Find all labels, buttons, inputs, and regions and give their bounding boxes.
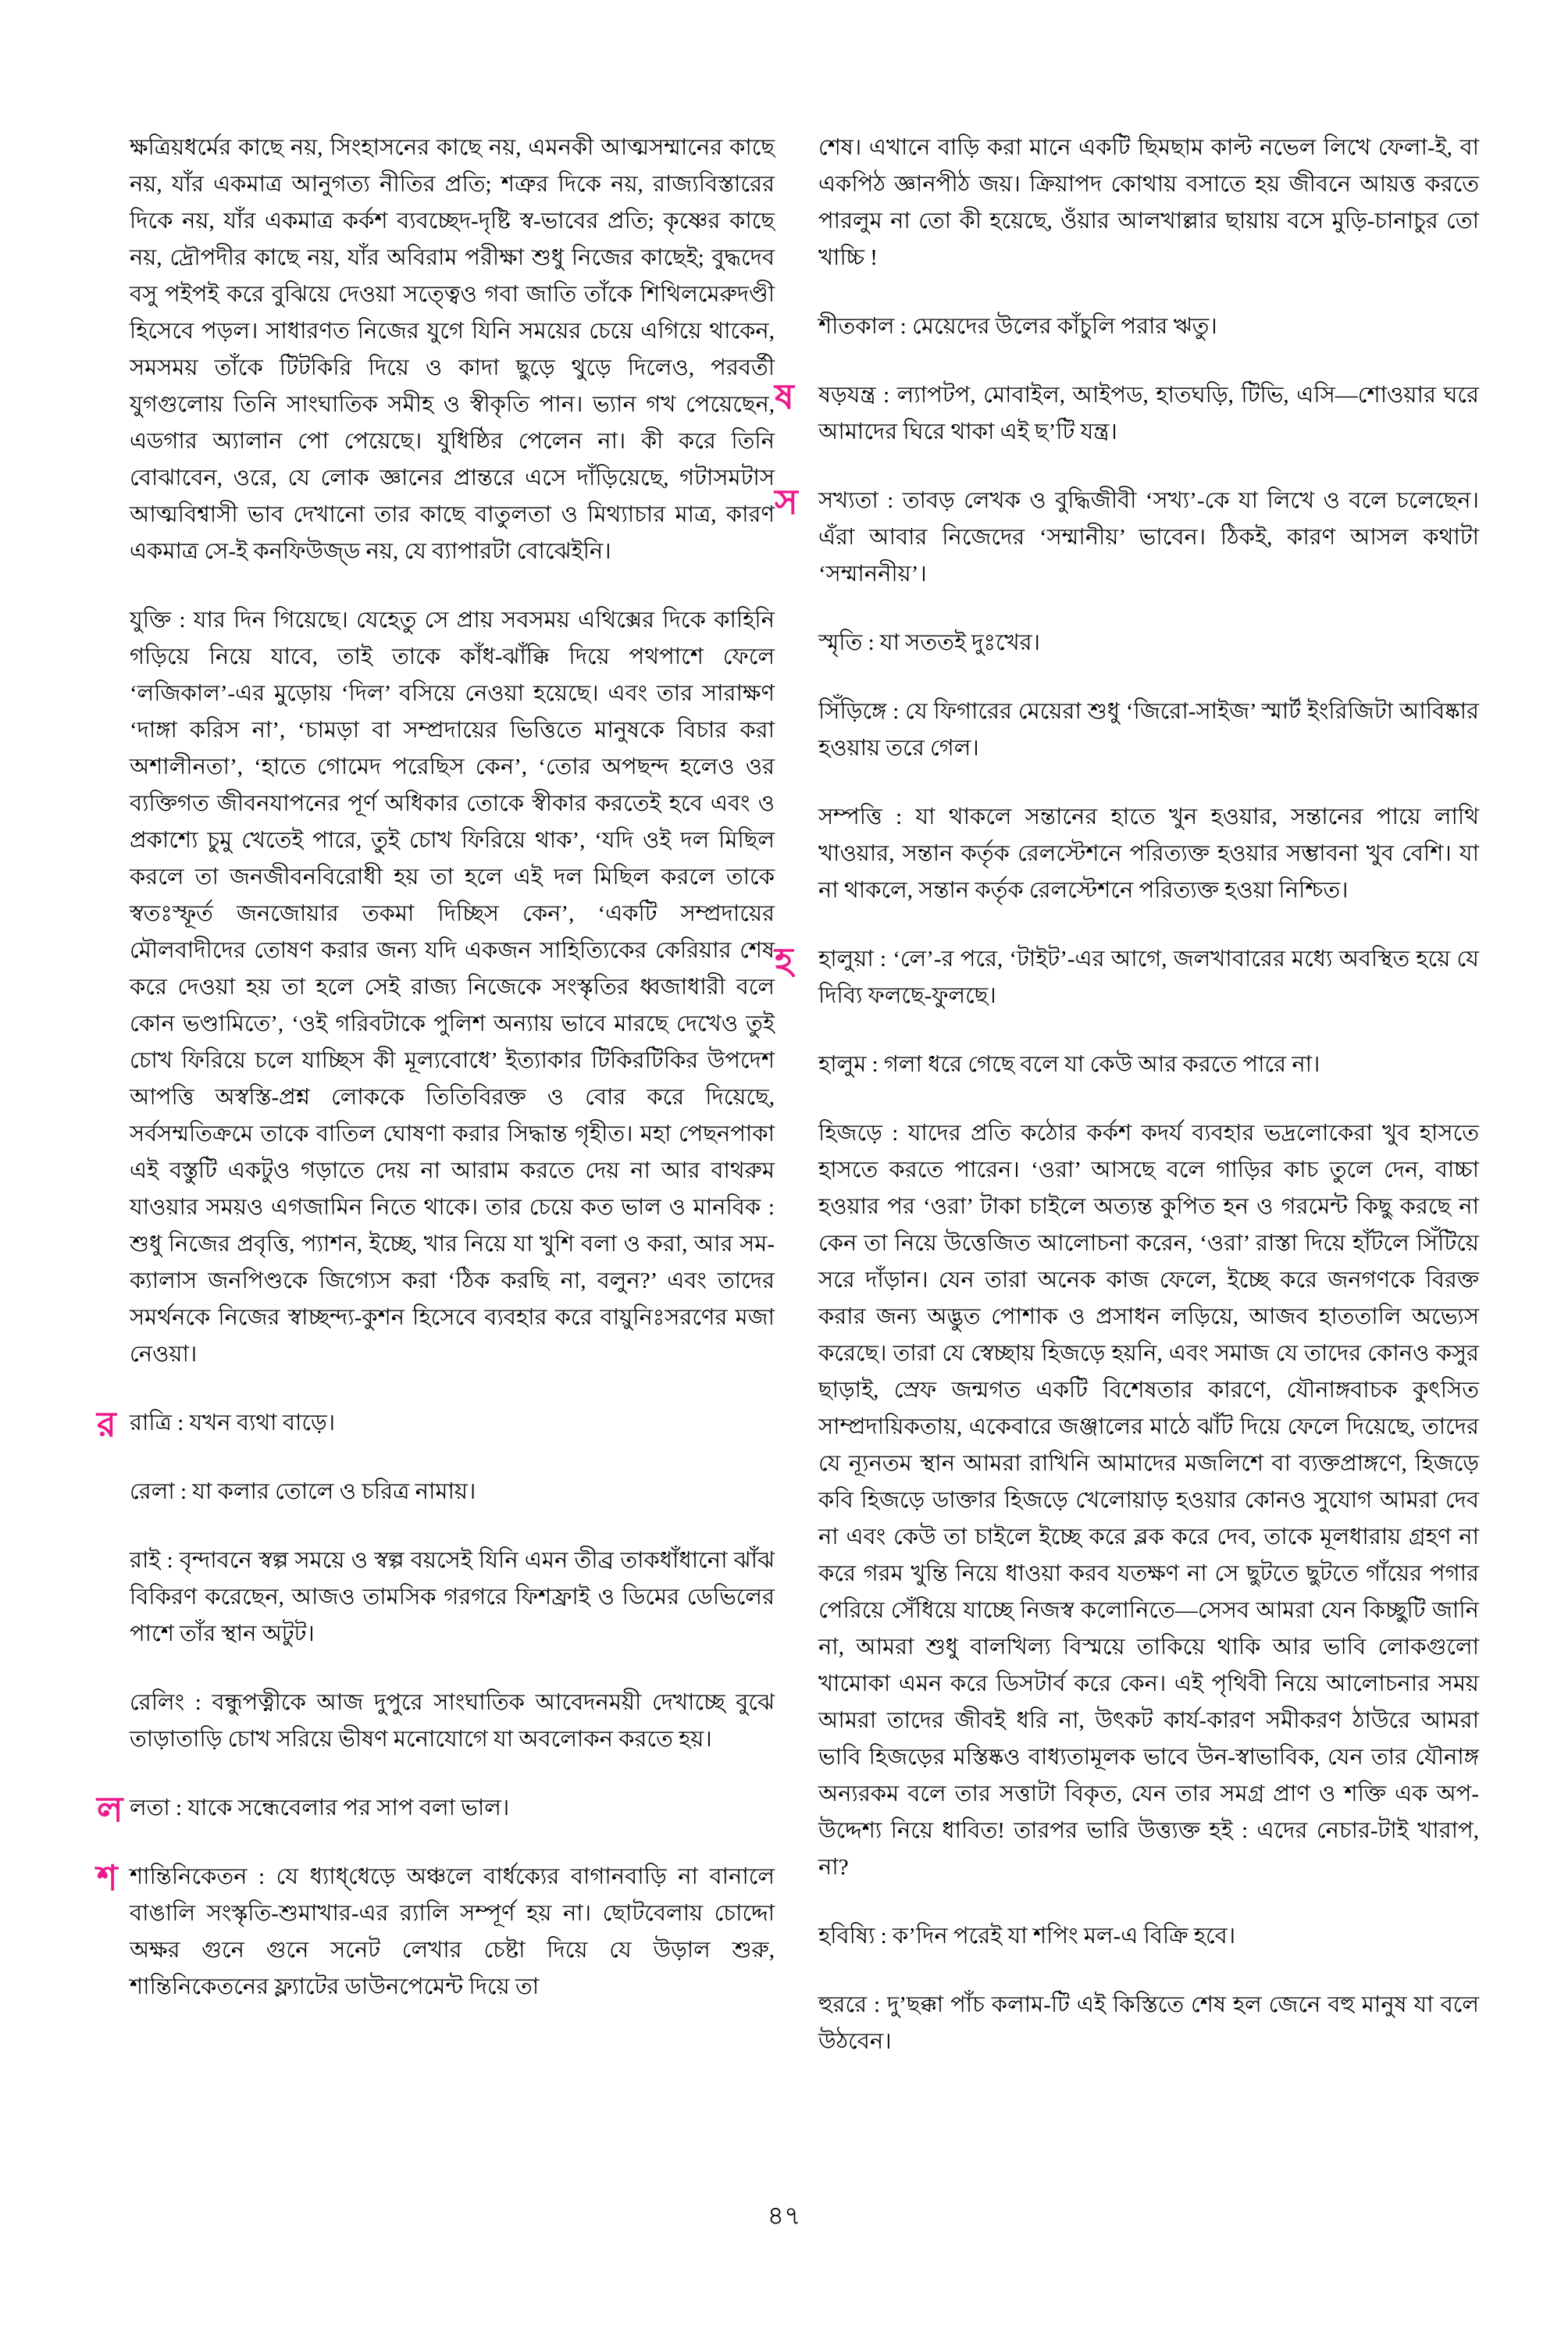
paragraph-text: হালুয়া : ‘লে’-র পরে, ‘টাইট’-এর আগে, জলখাবারের মধ্যে অবস্থিত হয়ে যে দিব্যি ফলছে-ফুলছে।: [818, 947, 1479, 1008]
glossary-paragraph: [97, 1790, 775, 1829]
glossary-paragraph: [818, 1918, 1479, 1955]
paragraph-text: সিঁড়িঙ্গে : যে ফিগারের মেয়েরা শুধু ‘জিরো-সাইজ’ স্মার্ট ইংরিজিটা আবিষ্কার হওয়ায় তরে গেল।: [818, 699, 1479, 761]
section-letter-marker: ষ: [775, 377, 794, 416]
glossary-paragraph: [130, 1542, 775, 1653]
section-letter-marker: স: [775, 483, 798, 522]
glossary-paragraph: [97, 1859, 775, 2006]
glossary-paragraph: [775, 483, 1479, 593]
paragraph-text: হালুম : গলা ধরে গেছে বলে যা কেউ আর করতে পারে না।: [818, 1052, 1320, 1077]
paragraph-text: ক্ষত্রিয়ধর্মের কাছে নয়, সিংহাসনের কাছে নয়, এমনকী আত্মসম্মানের কাছে নয়, যাঁর একমাত্র আনুগত্য নীতির প্রতি; শত্রুর দিকে নয়, রাজ্যবিস্তারের দিকে নয়, যাঁর একমাত্র কর্কশ ব্যবচ্ছেদ-দৃষ্টি স্ব-ভাবের প্রতি; কৃষ্ণের কাছে নয়, দ্রৌপদীর কাছে নয়, যাঁর অবিরাম পরীক্ষা শুধু নিজের কাছেই; বুদ্ধদেব বসু পইপই করে বুঝিয়ে দেওয়া সত্ত্বেও গবা জাতি তাঁকে শিথিলমেরুদণ্ডী হিসেবে পড়ল। সাধারণত নিজের যুগে যিনি সময়ের চেয়ে এগিয়ে থাকেন, সমসময় তাঁকে টিটকিরি দিয়ে ও কাদা ছুড়ে থুড়ে দিলেও, পরবর্তী যুগগুলোয় তিনি সাংঘাতিক সমীহ ও স্বীকৃতি পান। ভ্যান গখ পেয়েছেন, এডগার অ্যালান পো পেয়েছে। যুধিষ্ঠির পেলেন না। কী করে তিনি বোঝাবেন, ওরে, যে লোক জ্ঞানের প্রান্তরে এসে দাঁড়িয়েছে, গটাসমটাস আত্মবিশ্বাসী ভাব দেখানো তার কাছে বাতুলতা ও মিথ্যাচার মাত্র, কারণ একমাত্র সে-ই কনফিউজ্‌ড নয়, যে ব্যাপারটা বোঝেইনি।: [130, 135, 775, 564]
glossary-paragraph: [818, 694, 1479, 767]
section-letter-marker: হ: [775, 941, 793, 980]
glossary-paragraph: [130, 602, 775, 1373]
glossary-paragraph: [130, 130, 775, 570]
paragraph-text: শান্তিনিকেতন : যে ধ্যাধ্‌ধেড়ে অঞ্চলে বার্ধক্যের বাগানবাড়ি না বানালে বাঙালি সংস্কৃতি-শুমাখার-এর র‍্যালি সম্পূর্ণ হয় না। ছোটবেলায় চোদ্দো অক্ষর গুনে গুনে সনেট লেখার চেষ্টা দিয়ে যে উড়াল শুরু, শান্তিনিকেতনের ফ্ল্যাটের ডাউনপেমেন্ট দিয়ে তা: [130, 1864, 775, 1999]
glossary-paragraph: [818, 308, 1479, 345]
paragraph-text: সম্পত্তি : যা থাকলে সন্তানের হাতে খুন হওয়ার, সন্তানের পায়ে লাথি খাওয়ার, সন্তান কর্তৃক রেলস্টেশনে পরিত্যক্ত হওয়ার সম্ভাবনা খুব বেশি। যা না থাকলে, সন্তান কর্তৃক রেলস্টেশনে পরিত্যক্ত হওয়া নিশ্চিত।: [818, 804, 1479, 903]
paragraph-text: লতা : যাকে সন্ধেবেলার পর সাপ বলা ভাল।: [130, 1795, 510, 1820]
glossary-paragraph: [97, 1405, 775, 1444]
paragraph-text: হিজড়ে : যাদের প্রতি কঠোর কর্কশ কদর্য ব্যবহার ভদ্রলোকেরা খুব হাসতে হাসতে করতে পারেন। ‘ওরা’ আসছে বলে গাড়ির কাচ তুলে দেন, বাচ্চা হওয়ার পর ‘ওরা’ টাকা চাইলে অত্যন্ত কুপিত হন ও গরমেন্ট কিছু করছে না কেন তা নিয়ে উত্তেজিত আলোচনা করেন, ‘ওরা’ রাস্তা দিয়ে হাঁটলে সিঁটিয়ে সরে দাঁড়ান। যেন তারা অনেক কাজ ফেলে, ইচ্ছে করে জনগণকে বিরক্ত করার জন্য অদ্ভুত পোশাক ও প্রসাধন লড়িয়ে, আজব হাততালি অভ্যেস করেছে। তারা যে স্বেচ্ছায় হিজড়ে হয়নি, এবং সমাজ যে তাদের কোনও কসুর ছাড়াই, স্রেফ জন্মগত একটি বিশেষতার কারণে, যৌনাঙ্গবাচক কুৎসিত সাম্প্রদায়িকতায়, একেবারে জঞ্জালের মাঠে ঝাঁট দিয়ে ফেলে দিয়েছে, তাদের যে ন্যূনতম স্থান আমরা রাখিনি আমাদের মজলিশে বা ব্যক্তপ্রাঙ্গণে, হিজড়ে কবি হিজড়ে ডাক্তার হিজড়ে খেলোয়াড় হওয়ার কোনও সুযোগ আমরা দেব না এবং কেউ তা চাইলে ইচ্ছে করে ব্লক করে দেব, তাকে মূলধারায় গ্রহণ না করে গরম খুন্তি নিয়ে ধাওয়া করব যতক্ষণ না সে ছুটতে ছুটতে গাঁয়ের পগার পেরিয়ে সেঁধিয়ে যাচ্ছে নিজস্ব কলোনিতে—সেসব আমরা যেন কিচ্ছুটি জানি না, আমরা শুধু বালখিল্য বিস্ময়ে তাকিয়ে থাকি আর ভাবি লোকগুলো খামোকা এমন করে ডিসটার্ব করে কেন। এই পৃথিবী নিয়ে আলোচনার সময় আমরা তাদের জীবই ধরি না, উৎকট কার্য-কারণ সমীকরণ ঠাউরে আমরা ভাবি হিজড়ের মস্তিষ্কও বাধ্যতামূলক ভাবে উন-স্বাভাবিক, যেন তার যৌনাঙ্গ অন্যরকম বলে তার সত্তাটা বিকৃত, যেন তার সমগ্র প্রাণ ও শক্তি এক অপ-উদ্দেশ্য নিয়ে ধাবিত! তারপর ভারি উত্ত্যক্ত হই : এদের নেচার-টাই খারাপ, না?: [818, 1121, 1479, 1880]
glossary-paragraph: [818, 1987, 1479, 2060]
paragraph-text: যুক্তি : যার দিন গিয়েছে। যেহেতু সে প্রায় সবসময় এথিক্সের দিকে কাহিনি গড়িয়ে নিয়ে যাবে, তাই তাকে কাঁধ-ঝাঁক্কি দিয়ে পথপাশে ফেলে ‘লজিকাল’-এর মুড়োয় ‘দিল’ বসিয়ে নেওয়া হয়েছে। এবং তার সারাক্ষণ ‘দাঙ্গা করিস না’, ‘চামড়া বা সম্প্রদায়ের ভিত্তিতে মানুষকে বিচার করা অশালীনতা’, ‘হাতে গোমেদ পরেছিস কেন’, ‘তোর অপছন্দ হলেও ওর ব্যক্তিগত জীবনযাপনের পূর্ণ অধিকার তোকে স্বীকার করতেই হবে এবং ও প্রকাশ্যে চুমু খেতেই পারে, তুই চোখ ফিরিয়ে থাক’, ‘যদি ওই দল মিছিল করলে তা জনজীবনবিরোধী হয় তা হলে এই দল মিছিল করলে তাকে স্বতঃস্ফূর্ত জনজোয়ার তকমা দিচ্ছিস কেন’, ‘একটি সম্প্রদায়ের মৌলবাদীদের তোষণ করার জন্য যদি একজন সাহিত্যিকের কেরিয়ার শেষ করে দেওয়া হয় তা হলে সেই রাজ্য নিজেকে সংস্কৃতির ধ্বজাধারী বলে কোন ভণ্ডামিতে’, ‘ওই গরিবটাকে পুলিশ অন্যায় ভাবে মারছে দেখেও তুই চোখ ফিরিয়ে চলে যাচ্ছিস কী মূল্যবোধে’ ইত্যাকার টিকিরটিকির উপদেশ আপত্তি অস্বস্তি-প্রশ্ন লোককে তিতিবিরক্ত ও বোর করে দিয়েছে, সর্বসম্মতিক্রমে তাকে বাতিল ঘোষণা করার সিদ্ধান্ত গৃহীত। মহা পেছনপাকা এই বস্তুটি একটুও গড়াতে দেয় না আরাম করতে দেয় না আর বাথরুম যাওয়ার সময়ও এগজামিন নিতে থাকে। তার চেয়ে কত ভাল ও মানবিক : শুধু নিজের প্রবৃত্তি, প্যাশন, ইচ্ছে, খার নিয়ে যা খুশি বলা ও করা, আর সম-ক্যালাস জনপিণ্ডকে জিগ্যেস করা ‘ঠিক করছি না, বলুন?’ এবং তাদের সমর্থনকে নিজের স্বাচ্ছন্দ্য-কুশন হিসেবে ব্যবহার করে বায়ুনিঃসরণের মজা নেওয়া।: [130, 608, 775, 1367]
paragraph-text: রেলা : যা কলার তোলে ও চরিত্র নামায়।: [130, 1479, 476, 1504]
glossary-paragraph: [775, 941, 1479, 1015]
section-letter-marker: শ: [97, 1859, 118, 1898]
paragraph-text: ষড়যন্ত্র : ল্যাপটপ, মোবাইল, আইপড, হাতঘড়ি, টিভি, এসি—শোওয়ার ঘরে আমাদের ঘিরে থাকা এই ছ’টি যন্ত্র।: [818, 383, 1479, 444]
paragraph-text: শেষ। এখানে বাড়ি করা মানে একটি ছিমছাম কাল্ট নভেল লিখে ফেলা-ই, বা একপিঠ জ্ঞানপীঠ জয়। ক্রিয়াপদ কোথায় বসাতে হয় জীবনে আয়ত্ত করতে পারলুম না তো কী হয়েছে, ওঁয়ার আলখাল্লার ছায়ায় বসে মুড়ি-চানাচুর তো খাচ্চি !: [818, 135, 1479, 270]
page-number: ৪৭: [767, 2202, 801, 2231]
left-text-column: [97, 130, 775, 2006]
glossary-paragraph: [818, 1115, 1479, 1886]
section-letter-marker: ল: [97, 1790, 123, 1829]
glossary-paragraph: [818, 1047, 1479, 1083]
glossary-paragraph: [818, 625, 1479, 661]
glossary-paragraph: [818, 130, 1479, 276]
paragraph-text: রাত্রি : যখন ব্যথা বাড়ে।: [130, 1410, 336, 1435]
glossary-paragraph: [130, 1685, 775, 1758]
paragraph-text: স্মৃতি : যা সততই দুঃখের।: [818, 630, 1040, 655]
paragraph-text: সখ্যতা : তাবড় লেখক ও বুদ্ধিজীবী ‘সখ্য’-কে যা লিখে ও বলে চলেছেন। এঁরা আবার নিজেদের ‘সম্মানীয়’ ভাবেন। ঠিকই, কারণ আসল কথাটা ‘সম্মাননীয়’।: [818, 488, 1479, 587]
right-text-column: [775, 130, 1479, 2060]
paragraph-text: হবিষ্যি : ক’দিন পরেই যা শপিং মল-এ বিক্রি হবে।: [818, 1924, 1236, 1949]
paragraph-text: শীতকাল : মেয়েদের উলের কাঁচুলি পরার ঋতু।: [818, 314, 1217, 339]
paragraph-text: হুররে : দু’ছক্কা পাঁচ কলাম-টি এই কিস্তিতে শেষ হল জেনে বহু মানুষ যা বলে উঠবেন।: [818, 1992, 1479, 2054]
glossary-paragraph: [130, 1474, 775, 1510]
paragraph-text: রাই : বৃন্দাবনে স্বল্প সময়ে ও স্বল্প বয়সেই যিনি এমন তীব্র তাকধাঁধানো ঝাঁঝ বিকিরণ করেছেন, আজও তামসিক গরগরে ফিশফ্রাই ও ডিমের ডেভিলের পাশে তাঁর স্থান অটুট।: [130, 1548, 775, 1646]
paragraph-text: রেলিং : বন্ধুপত্নীকে আজ দুপুরে সাংঘাতিক আবেদনময়ী দেখাচ্ছে বুঝে তাড়াতাড়ি চোখ সরিয়ে ভীষণ মনোযোগে যা অবলোকন করতে হয়।: [130, 1690, 775, 1752]
glossary-paragraph: [775, 377, 1479, 451]
glossary-paragraph: [818, 799, 1479, 909]
section-letter-marker: র: [97, 1405, 116, 1444]
